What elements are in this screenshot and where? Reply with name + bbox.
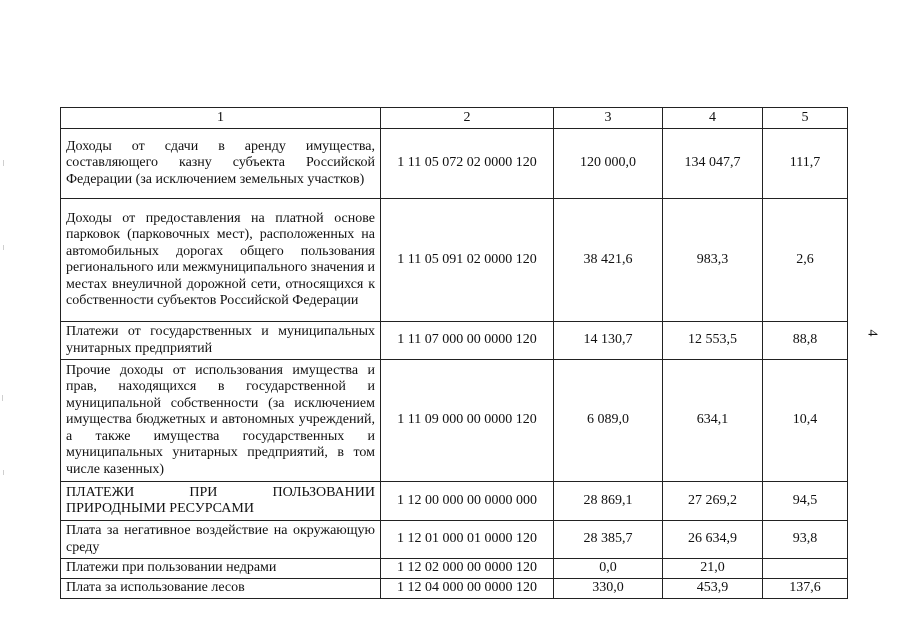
row-value-4: 27 269,2 [663,482,763,521]
table-row [61,559,848,579]
scan-mark [3,160,4,166]
column-header-3: 3 [554,108,663,129]
page-number: 4 [864,329,880,337]
table-row [61,482,848,521]
row-value-3: 120 000,0 [554,129,663,199]
row-value-5: 137,6 [763,579,848,599]
table-row [61,360,848,482]
row-value-5: 94,5 [763,482,848,521]
row-value-3: 330,0 [554,579,663,599]
row-value-5 [763,559,848,579]
row-name: Плата за использование лесов [61,579,381,599]
row-code: 1 11 05 091 02 0000 120 [381,199,554,322]
row-value-4: 453,9 [663,579,763,599]
row-code: 1 12 01 000 01 0000 120 [381,521,554,559]
row-value-4: 26 634,9 [663,521,763,559]
row-code: 1 11 09 000 00 0000 120 [381,360,554,482]
table-row [61,579,848,599]
header-row [61,108,848,129]
row-name: Плата за негативное воздействие на окружающую среду [61,521,381,559]
row-value-4: 983,3 [663,199,763,322]
revenue-table [60,107,848,599]
column-header-4: 4 [663,108,763,129]
row-value-4: 634,1 [663,360,763,482]
row-name: Прочие доходы от использования имущества и прав, находящихся в государственной и муниципальной собственности (за исключением имущества бюджетных и автономных учреждений, а также имущества государственных и муниципальных унитарных предприятий, в том числе казенных) [61,360,381,482]
row-code: 1 12 04 000 00 0000 120 [381,579,554,599]
column-header-2: 2 [381,108,554,129]
row-name: Доходы от предоставления на платной основе парковок (парковочных мест), расположенных на автомобильных дорогах общего пользования регионального или межмуниципального значения и местах внеуличной дорожной сети, относящихся к собственности субъектов Российской Федерации [61,199,381,322]
table-row [61,129,848,199]
row-value-4: 134 047,7 [663,129,763,199]
row-value-3: 28 869,1 [554,482,663,521]
row-value-5: 88,8 [763,322,848,360]
row-value-3: 0,0 [554,559,663,579]
row-value-5: 10,4 [763,360,848,482]
scan-mark [3,470,4,475]
row-value-3: 38 421,6 [554,199,663,322]
row-value-5: 93,8 [763,521,848,559]
row-value-3: 14 130,7 [554,322,663,360]
row-name: Платежи от государственных и муниципальных унитарных предприятий [61,322,381,360]
row-value-5: 111,7 [763,129,848,199]
row-name: Платежи при пользовании недрами [61,559,381,579]
row-code: 1 11 07 000 00 0000 120 [381,322,554,360]
row-name: ПЛАТЕЖИ ПРИ ПОЛЬЗОВАНИИ ПРИРОДНЫМИ РЕСУРСАМИ [61,482,381,521]
scan-mark [2,395,3,401]
column-header-5: 5 [763,108,848,129]
row-code: 1 12 02 000 00 0000 120 [381,559,554,579]
row-code: 1 11 05 072 02 0000 120 [381,129,554,199]
row-value-3: 6 089,0 [554,360,663,482]
row-name: Доходы от сдачи в аренду имущества, составляющего казну субъекта Российской Федерации (за исключением земельных участков) [61,129,381,199]
row-code: 1 12 00 000 00 0000 000 [381,482,554,521]
table-row [61,521,848,559]
scan-mark [3,245,4,250]
row-value-4: 12 553,5 [663,322,763,360]
row-value-4: 21,0 [663,559,763,579]
table-row [61,199,848,322]
row-value-3: 28 385,7 [554,521,663,559]
row-value-5: 2,6 [763,199,848,322]
table-row [61,322,848,360]
column-header-1: 1 [61,108,381,129]
